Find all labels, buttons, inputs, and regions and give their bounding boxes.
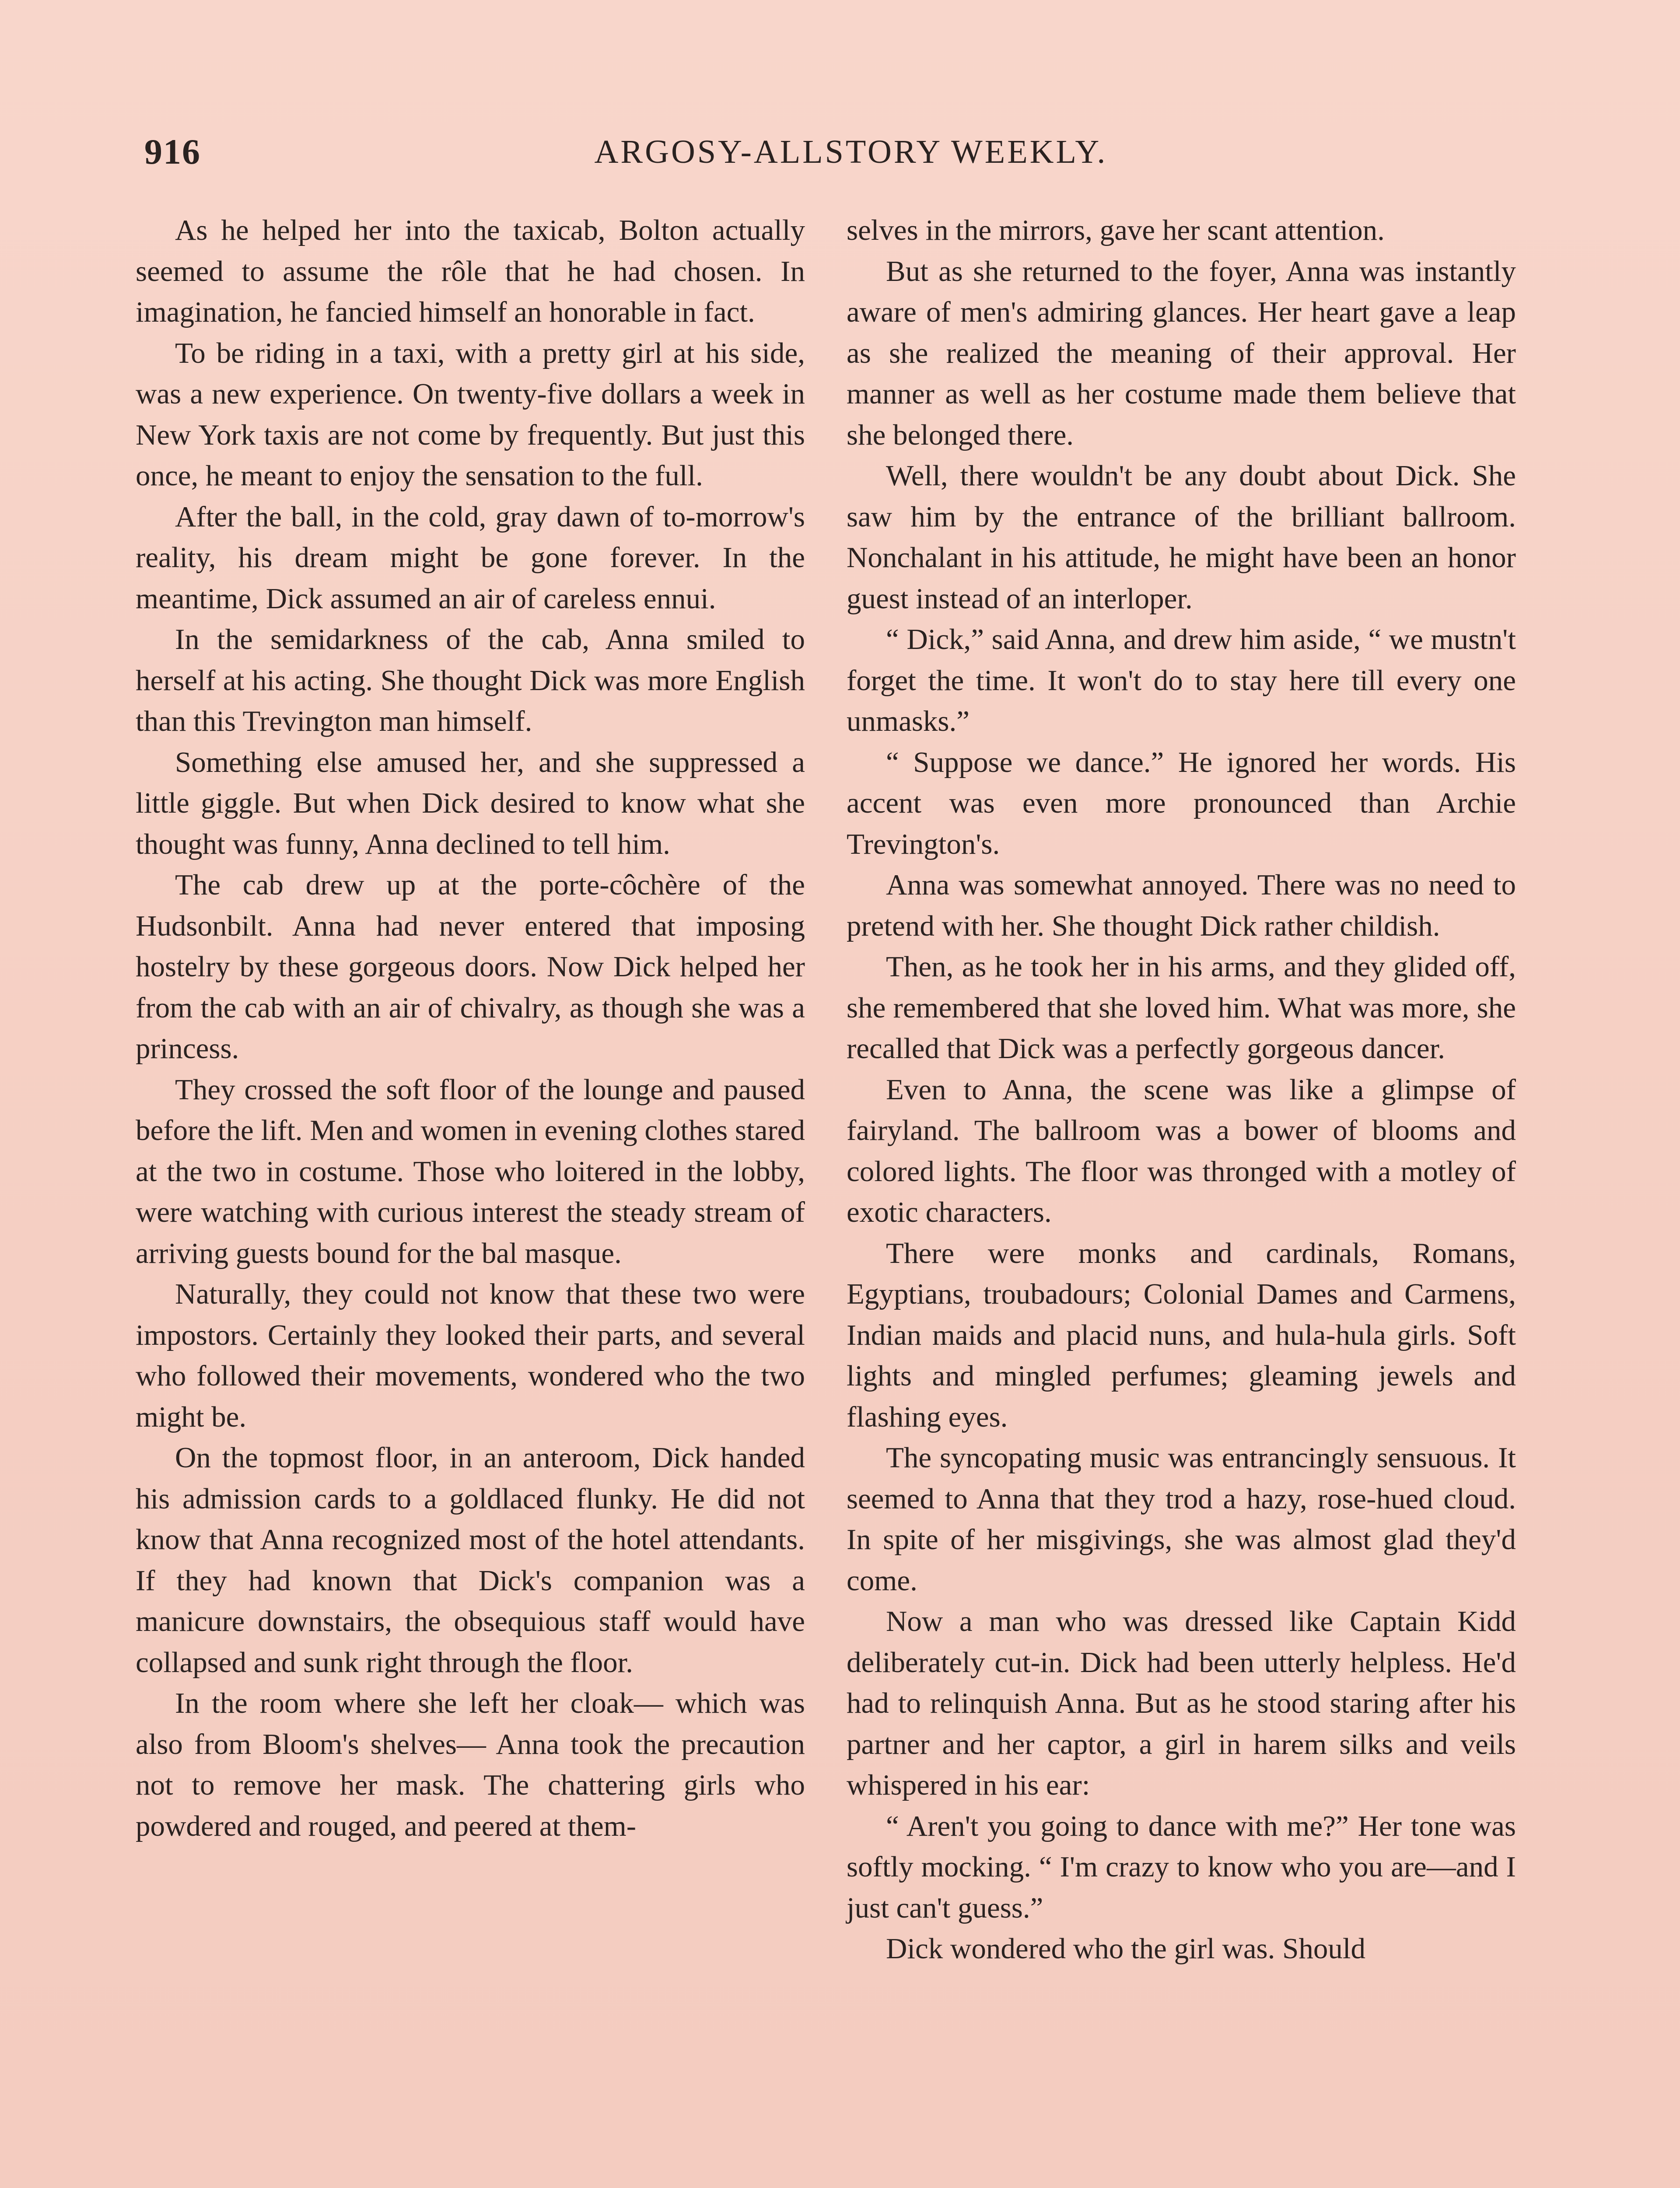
paragraph: “ Dick,” said Anna, and drew him aside, “ we mustn't forget the time. It won't do to stay here till every one unmasks.” xyxy=(847,623,1516,737)
paragraph: Even to Anna, the scene was like a glimpse of fairyland. The ballroom was a bower of blooms and colored lights. The floor was thronged with a motley of exotic characters. xyxy=(847,1073,1516,1228)
paragraph: Then, as he took her in his arms, and they glided off, she remembered that she loved him. What was more, she recalled that Dick was a perfectly gorgeous dancer. xyxy=(847,950,1516,1065)
right-column xyxy=(847,210,1516,1970)
paragraph: After the ball, in the cold, gray dawn of to-morrow's reality, his dream might be gone forever. In the meantime, Dick assumed an air of careless ennui. xyxy=(136,500,805,615)
paragraph: The cab drew up at the porte-côchère of the Hudsonbilt. Anna had never entered that imposing hostelry by these gorgeous doors. Now Dick helped her from the cab with an air of chivalry, as though she was a princess. xyxy=(136,869,805,1065)
paragraph: Dick wondered who the girl was. Should xyxy=(886,1932,1366,1965)
page-header xyxy=(144,131,1558,184)
paragraph: Now a man who was dressed like Captain Kidd deliberately cut-in. Dick had been utterly helpless. He'd had to relinquish Anna. But as he stood staring after his partner and her captor, a girl in harem silks and veils whispered in his ear: xyxy=(847,1605,1516,1801)
paragraph: As he helped her into the taxicab, Bolton actually seemed to assume the rôle that he had chosen. In imagination, he fancied himself an honorable in fact. xyxy=(136,214,805,328)
paragraph-continuation: selves in the mirrors, gave her scant attention. xyxy=(847,214,1385,246)
paragraph: They crossed the soft floor of the lounge and paused before the lift. Men and women in evening clothes stared at the two in costume. Those who loitered in the lobby, were watching with curious interest the steady stream of arriving guests bound for the bal masque. xyxy=(136,1073,805,1269)
paragraph: Something else amused her, and she suppressed a little giggle. But when Dick desired to know what she thought was funny, Anna declined to tell him. xyxy=(136,746,805,860)
paragraph: To be riding in a taxi, with a pretty girl at his side, was a new experience. On twenty-five dollars a week in New York taxis are not come by frequently. But just this once, he meant to enjoy the sensation to the full. xyxy=(136,337,805,492)
paragraph: In the room where she left her cloak— which was also from Bloom's shelves— Anna took the precaution not to remove her mask. The chattering girls who powdered and rouged, and peered at them- xyxy=(136,1687,805,1842)
paragraph: “ Aren't you going to dance with me?” Her tone was softly mocking. “ I'm crazy to know who you are—and I just can't guess.” xyxy=(847,1809,1516,1924)
paragraph: Naturally, they could not know that these two were impostors. Certainly they looked their parts, and several who followed their movements, wondered who the two might be. xyxy=(136,1278,805,1433)
paragraph: There were monks and cardinals, Romans, Egyptians, troubadours; Colonial Dames and Carmens, Indian maids and placid nuns, and hula-hula girls. Soft lights and mingled perfumes; gleaming jewels and flashing eyes. xyxy=(847,1237,1516,1433)
paragraph: The syncopating music was entrancingly sensuous. It seemed to Anna that they trod a hazy, rose-hued cloud. In spite of her misgivings, she was almost glad they'd come. xyxy=(847,1441,1516,1597)
paragraph: Anna was somewhat annoyed. There was no need to pretend with her. She thought Dick rather childish. xyxy=(847,869,1516,942)
paragraph: But as she returned to the foyer, Anna was instantly aware of men's admiring glances. Her heart gave a leap as she realized the meaning of their approval. Her manner as well as her costume made them believe that she belonged there. xyxy=(847,255,1516,451)
page-number: 916 xyxy=(144,132,201,172)
running-head: ARGOSY-ALLSTORY WEEKLY. xyxy=(594,133,1108,170)
paragraph: Well, there wouldn't be any doubt about Dick. She saw him by the entrance of the brilliant ballroom. Nonchalant in his attitude, he might have been an honor guest instead of an interloper. xyxy=(847,459,1516,615)
left-column xyxy=(136,210,805,1847)
paragraph: “ Suppose we dance.” He ignored her words. His accent was even more pronounced than Archie Trevington's. xyxy=(847,746,1516,860)
paragraph: On the topmost floor, in an anteroom, Dick handed his admission cards to a goldlaced flunky. He did not know that Anna recognized most of the hotel attendants. If they had known that Dick's companion was a manicure downstairs, the obsequious staff would have collapsed and sunk right through the floor. xyxy=(136,1441,805,1679)
paragraph: In the semidarkness of the cab, Anna smiled to herself at his acting. She thought Dick was more English than this Trevington man himself. xyxy=(136,623,805,737)
